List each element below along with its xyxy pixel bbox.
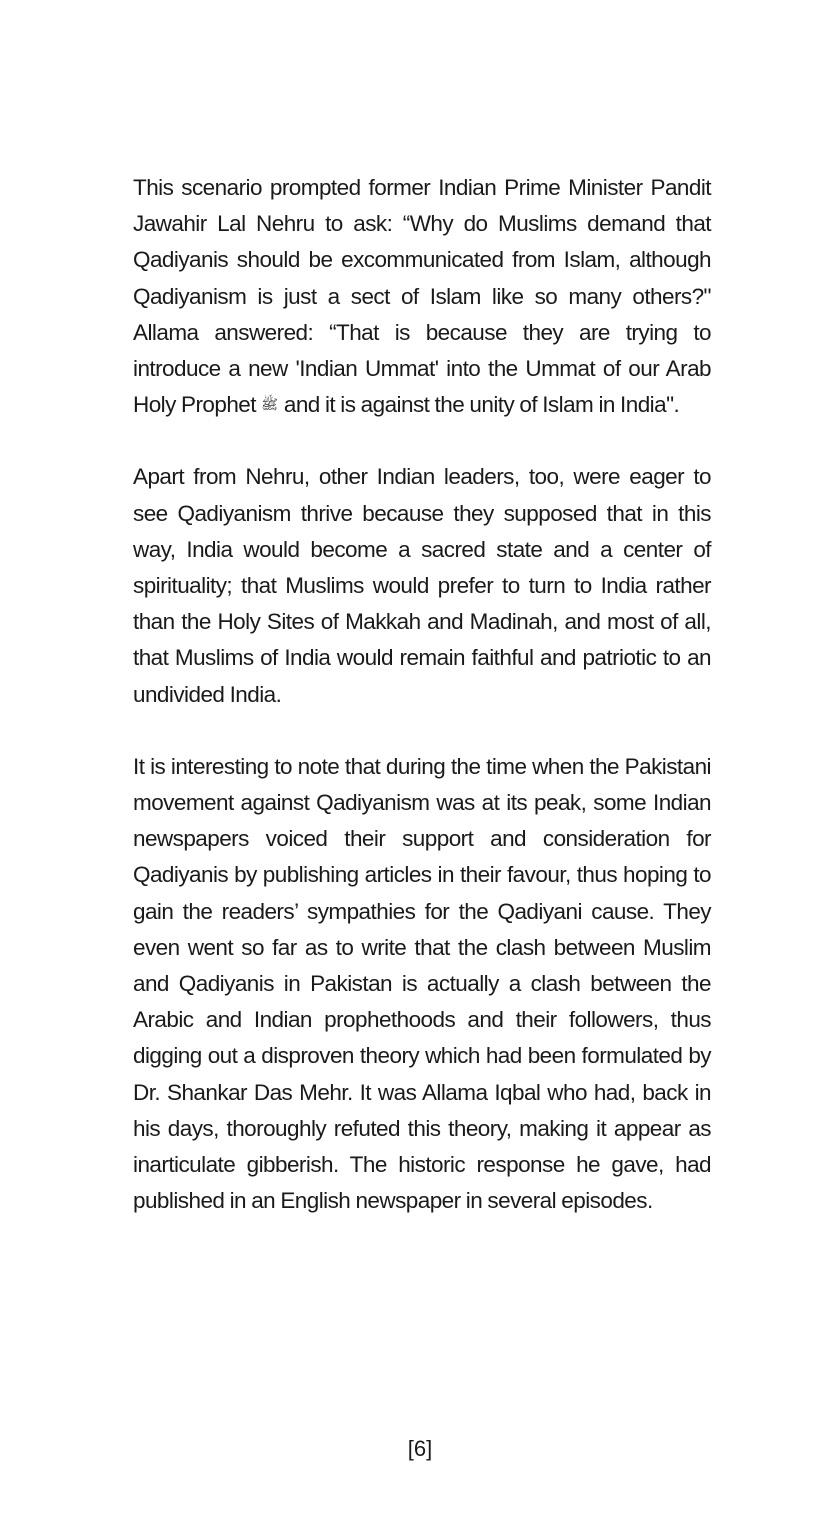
- paragraph-1: [133, 170, 711, 423]
- honorific-salutation: ﷺ: [261, 397, 279, 414]
- page-number: [6]: [407, 1436, 433, 1461]
- page-content: [133, 170, 711, 1255]
- paragraph-1-text-start: This scenario prompted former Indian Prime Minister Pandit Jawahir Lal Nehru to ask: “Why do Muslims demand that Qadiyanis should be excommunicated from Islam, although Qadiyanism is just a sect of Islam like so many others?" Allama answered: “That is because they are trying to introduce a new 'Indian Ummat' into the Ummat of our Arab Holy Prophet: [133, 175, 711, 418]
- paragraph-1-text-end: and it is against the unity of Islam in India".: [283, 392, 680, 418]
- paragraph-2: Apart from Nehru, other Indian leaders, too, were eager to see Qadiyanism thrive because they supposed that in this way, India would become a sacred state and a center of spirituality; that Muslims would prefer to turn to India rather than the Holy Sites of Makkah and Madinah, and most of all, that Muslims of India would remain faithful and patriotic to an undivided India.: [133, 464, 711, 707]
- paragraph-3: It is interesting to note that during the time when the Pakistani movement against Qadiyanism was at its peak, some Indian newspapers voiced their support and consideration for Qadiyanis by publishing articles in their favour, thus hoping to gain the readers’ sympathies for the Qadiyani cause. They even went so far as to write that the clash between Muslim and Qadiyanis in Pakistan is actually a clash between the Arabic and Indian prophethoods and their followers, thus digging out a disproven theory which had been formulated by Dr. Shankar Das Mehr. It was Allama Iqbal who had, back in his days, thoroughly refuted this theory, making it appear as inarticulate gibberish. The historic response he gave, had published in an English newspaper in several episodes.: [133, 753, 711, 1214]
